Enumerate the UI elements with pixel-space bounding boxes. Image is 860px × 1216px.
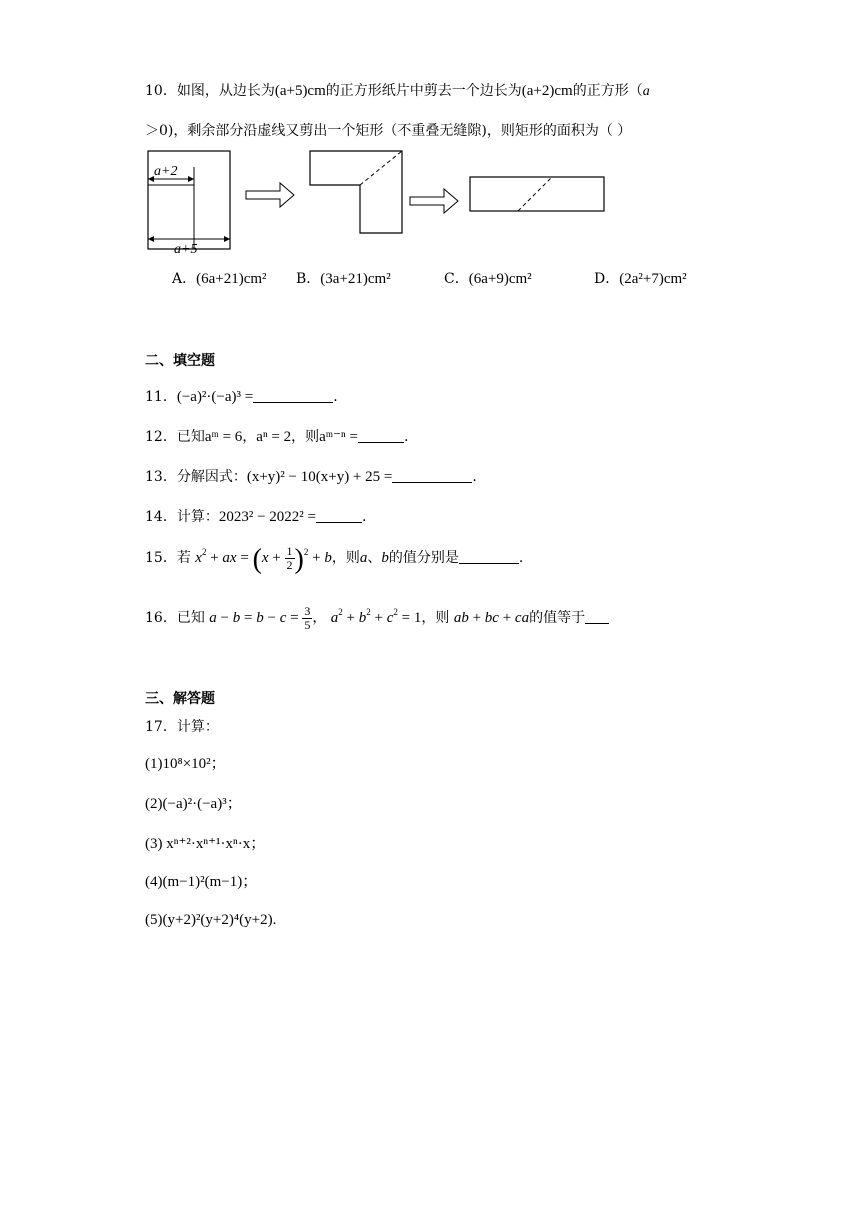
right-arrow-icon bbox=[410, 189, 458, 213]
q17-item-2: (2)(−a)²·(−a)³； bbox=[145, 796, 242, 812]
option-a[interactable]: A．(6a+21)cm² bbox=[172, 271, 267, 287]
q17-item-3: (3) xⁿ⁺²·xⁿ⁺¹·xⁿ·x； bbox=[145, 836, 266, 852]
q17-item-4: (4)(m−1)²(m−1)； bbox=[145, 874, 258, 890]
l-shape bbox=[310, 151, 402, 233]
option-b[interactable]: B．(3a+21)cm² bbox=[296, 271, 391, 287]
question-15: 15．若 $x^2$ + ax = (x + $\frac{1}{2}$ )$^2$ + b，则a、b的值分别是 . bbox=[145, 543, 524, 575]
question-16: 16．已知 a − b = b − c = $\frac{3}{5}$ ， $a^2 + b^2 + c^2 = 1$，则 ab + bc + ca的值等于 bbox=[145, 605, 609, 632]
answer-blank[interactable] bbox=[585, 611, 609, 624]
q10-figure bbox=[140, 145, 620, 257]
question-12: 12．已知aᵐ = 6，aⁿ = 2，则aᵐ⁻ⁿ = . bbox=[145, 429, 409, 445]
q17-item-1: (1)10⁸×10²； bbox=[145, 756, 226, 772]
section-title-solve: 三、解答题 bbox=[145, 691, 215, 707]
result-rectangle bbox=[470, 177, 604, 211]
question-10-line-1: 10．如图，从边长为(a+5)cm的正方形纸片中剪去一个边长为(a+2)cm的正方形（a bbox=[145, 83, 650, 99]
label-a-plus-5: a+5 bbox=[174, 242, 198, 257]
right-arrow-icon bbox=[246, 183, 294, 207]
q17-item-5: (5)(y+2)²(y+2)⁴(y+2). bbox=[145, 912, 277, 928]
q15-equation: $x^2$ + ax = (x + $\frac{1}{2}$ )$^2$ + b bbox=[195, 543, 332, 575]
label-a-plus-2: a+2 bbox=[154, 164, 178, 179]
answer-blank[interactable] bbox=[253, 390, 333, 403]
answer-blank[interactable] bbox=[392, 470, 472, 483]
q16-equation-1: a − b = b − c = $\frac{3}{5}$ bbox=[209, 604, 311, 632]
option-d[interactable]: D．(2a²+7)cm² bbox=[594, 271, 687, 287]
expr-a-plus-5: (a+5)cm bbox=[274, 83, 326, 99]
question-11: 11．(−a)²·(−a)³ = . bbox=[145, 389, 338, 405]
section-title-fill-in: 二、填空题 bbox=[145, 353, 215, 369]
question-13: 13．分解因式：(x+y)² − 10(x+y) + 25 = . bbox=[145, 469, 477, 485]
question-10-line-2: ＞0)，剩余部分沿虚线又剪出一个矩形（不重叠无缝隙)，则矩形的面积为（ ） bbox=[145, 123, 632, 139]
q16-equation-2: $a^2 + b^2 + c^2 = 1$ bbox=[330, 606, 422, 626]
expr-a-plus-2: (a+2)cm bbox=[521, 83, 573, 99]
question-14: 14．计算：2023² − 2022² = . bbox=[145, 509, 367, 525]
q16-expression: ab + bc + ca bbox=[453, 609, 530, 626]
question-17-title: 17．计算： bbox=[145, 719, 219, 735]
answer-blank[interactable] bbox=[316, 510, 362, 523]
option-c[interactable]: C．(6a+9)cm² bbox=[444, 271, 532, 287]
answer-blank[interactable] bbox=[358, 430, 404, 443]
answer-blank[interactable] bbox=[459, 551, 519, 564]
